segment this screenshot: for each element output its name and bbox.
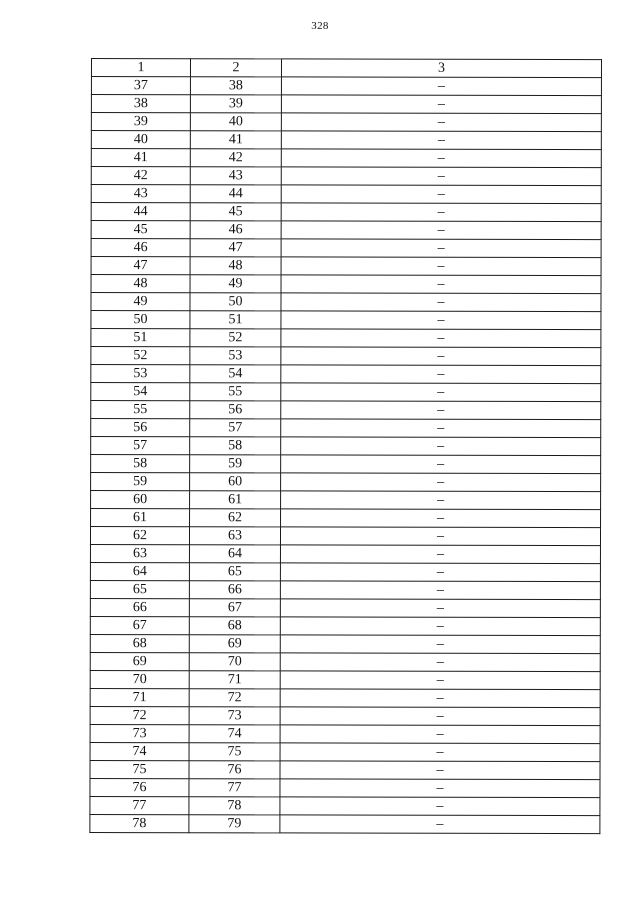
table-cell-col-2: 75 (189, 743, 280, 761)
table-cell-col-2: 74 (189, 725, 280, 743)
table-cell-col-3: – (281, 347, 601, 366)
table-cell-col-3: – (281, 113, 601, 132)
table-cell-col-1: 70 (90, 670, 189, 688)
table-cell-col-1: 58 (91, 455, 190, 473)
table-cell-col-3: – (281, 239, 601, 258)
table-row (90, 580, 600, 599)
column-header-3: 3 (281, 59, 601, 78)
table-cell-col-2: 40 (190, 113, 281, 131)
table-cell-col-1: 50 (91, 311, 190, 329)
table-cell-col-2: 38 (190, 77, 281, 95)
table-cell-col-3: – (280, 671, 600, 690)
table-cell-col-2: 49 (190, 275, 281, 293)
table-cell-col-1: 37 (91, 77, 190, 95)
table-cell-col-3: – (281, 203, 601, 222)
table-row (91, 419, 601, 438)
table-cell-col-3: – (280, 707, 600, 726)
table-cell-col-2: 53 (190, 347, 281, 365)
table-cell-col-1: 54 (91, 383, 190, 401)
table-cell-col-1: 68 (90, 634, 189, 652)
table-cell-col-1: 55 (91, 401, 190, 419)
table-row (91, 185, 601, 204)
table-cell-col-3: – (281, 167, 601, 186)
table-cell-col-2: 59 (190, 455, 281, 473)
table-cell-col-3: – (281, 185, 601, 204)
table-cell-col-3: – (281, 491, 601, 510)
table-row (90, 706, 600, 725)
page-number: 328 (311, 20, 329, 32)
table-row (90, 688, 600, 707)
table-row (91, 221, 601, 240)
table-row (91, 257, 601, 276)
table-cell-col-2: 55 (190, 383, 281, 401)
table-row (90, 724, 600, 743)
table-cell-col-1: 75 (90, 760, 189, 778)
table-cell-col-3: – (281, 329, 601, 348)
table-cell-col-1: 41 (91, 149, 190, 167)
table-cell-col-1: 44 (91, 203, 190, 221)
table-cell-col-1: 61 (91, 509, 190, 527)
header-row (91, 59, 601, 78)
table-cell-col-3: – (280, 635, 600, 654)
table-cell-col-3: – (281, 365, 601, 384)
table-row (91, 167, 601, 186)
table-cell-col-3: – (281, 95, 601, 114)
table-cell-col-1: 69 (90, 652, 189, 670)
table-cell-col-1: 63 (90, 545, 189, 563)
table-row (91, 329, 601, 348)
table-cell-col-2: 67 (189, 599, 280, 617)
table-cell-col-2: 46 (190, 221, 281, 239)
table-row (91, 365, 601, 384)
table-cell-col-3: – (280, 563, 600, 582)
table-cell-col-1: 77 (90, 796, 189, 814)
column-header-1: 1 (91, 59, 190, 77)
table-cell-col-2: 61 (190, 491, 281, 509)
table-cell-col-1: 47 (91, 257, 190, 275)
table-cell-col-1: 49 (91, 293, 190, 311)
table-row (90, 562, 600, 581)
table-cell-col-2: 58 (190, 437, 281, 455)
table-row (90, 616, 600, 635)
table-cell-col-1: 42 (91, 167, 190, 185)
table-cell-col-3: – (281, 275, 601, 294)
table-cell-col-2: 63 (189, 527, 280, 545)
table-cell-col-3: – (281, 293, 601, 312)
table-cell-col-3: – (281, 437, 601, 456)
table-cell-col-3: – (280, 779, 600, 798)
table-cell-col-1: 66 (90, 598, 189, 616)
table-cell-col-2: 69 (189, 635, 280, 653)
table-row (91, 491, 601, 510)
table-cell-col-3: – (281, 257, 601, 276)
table-cell-col-2: 77 (189, 779, 280, 797)
table-row (91, 293, 601, 312)
table-cell-col-1: 76 (90, 778, 189, 796)
table-cell-col-2: 41 (190, 131, 281, 149)
table-cell-col-3: – (281, 383, 601, 402)
table-row (91, 383, 601, 402)
table-cell-col-1: 72 (90, 706, 189, 724)
table-cell-col-3: – (280, 761, 600, 780)
table-row (91, 437, 601, 456)
table-cell-col-2: 54 (190, 365, 281, 383)
table-cell-col-2: 56 (190, 401, 281, 419)
table-cell-col-1: 51 (91, 329, 190, 347)
table-cell-col-2: 39 (190, 95, 281, 113)
table-row (91, 455, 601, 474)
table-cell-col-1: 43 (91, 185, 190, 203)
table-cell-col-2: 52 (190, 329, 281, 347)
table-cell-col-1: 73 (90, 724, 189, 742)
table-body (90, 77, 602, 834)
table-cell-col-1: 67 (90, 616, 189, 634)
table-cell-col-3: – (280, 653, 600, 672)
table-row (90, 778, 600, 797)
table-row (91, 77, 601, 96)
table-row (91, 401, 601, 420)
table-cell-col-2: 64 (189, 545, 280, 563)
table-row (91, 203, 601, 222)
table-cell-col-3: – (280, 599, 600, 618)
table-row (91, 311, 601, 330)
table-row (91, 131, 601, 150)
table-cell-col-1: 38 (91, 95, 190, 113)
table-cell-col-2: 72 (189, 689, 280, 707)
data-table (89, 58, 602, 834)
table-row (91, 509, 601, 528)
table-cell-col-1: 56 (91, 419, 190, 437)
table-cell-col-1: 74 (90, 742, 189, 760)
table-cell-col-3: – (281, 77, 601, 96)
table-cell-col-1: 78 (90, 814, 189, 832)
table-cell-col-3: – (281, 149, 601, 168)
table-header (91, 59, 601, 78)
table-row (91, 473, 601, 492)
table-cell-col-2: 50 (190, 293, 281, 311)
table-cell-col-1: 60 (91, 491, 190, 509)
table-cell-col-2: 71 (189, 671, 280, 689)
table-row (90, 742, 600, 761)
table-cell-col-2: 42 (190, 149, 281, 167)
table-cell-col-3: – (281, 455, 601, 474)
table-cell-col-3: – (280, 725, 600, 744)
table-row (90, 670, 600, 689)
table-row (90, 796, 600, 815)
table-cell-col-1: 48 (91, 275, 190, 293)
table-row (91, 95, 601, 114)
table-row (91, 113, 601, 132)
table-cell-col-1: 65 (90, 580, 189, 598)
table-cell-col-2: 68 (189, 617, 280, 635)
table-cell-col-3: – (281, 401, 601, 420)
table-cell-col-1: 53 (91, 365, 190, 383)
table-row (91, 149, 601, 168)
table-cell-col-2: 78 (189, 797, 280, 815)
table-row (90, 760, 600, 779)
table-cell-col-1: 64 (90, 562, 189, 580)
table-cell-col-2: 62 (190, 509, 281, 527)
table-cell-col-1: 57 (91, 437, 190, 455)
table-cell-col-2: 57 (190, 419, 281, 437)
table-cell-col-1: 40 (91, 131, 190, 149)
table-cell-col-2: 45 (190, 203, 281, 221)
table-cell-col-3: – (281, 131, 601, 150)
table-cell-col-1: 59 (91, 473, 190, 491)
table-cell-col-2: 60 (190, 473, 281, 491)
table-cell-col-2: 73 (189, 707, 280, 725)
table-cell-col-3: – (280, 815, 600, 834)
table-row (90, 634, 600, 653)
table-cell-col-2: 51 (190, 311, 281, 329)
table-cell-col-1: 45 (91, 221, 190, 239)
table-cell-col-3: – (280, 797, 600, 816)
table-cell-col-3: – (280, 617, 600, 636)
table-cell-col-1: 46 (91, 239, 190, 257)
column-header-2: 2 (190, 59, 281, 77)
table-cell-col-2: 70 (189, 653, 280, 671)
table-row (91, 347, 601, 366)
table-row (90, 545, 600, 564)
table-cell-col-3: – (280, 743, 600, 762)
table-row (90, 814, 600, 833)
table-cell-col-3: – (280, 527, 600, 546)
table-row (91, 275, 601, 294)
table-cell-col-3: – (280, 545, 600, 564)
table-cell-col-1: 39 (91, 113, 190, 131)
table-cell-col-3: – (281, 419, 601, 438)
table-row (90, 598, 600, 617)
table-cell-col-2: 47 (190, 239, 281, 257)
table-cell-col-1: 52 (91, 347, 190, 365)
table-cell-col-2: 44 (190, 185, 281, 203)
table-row (91, 239, 601, 258)
table-row (90, 652, 600, 671)
table-cell-col-2: 66 (189, 581, 280, 599)
table-cell-col-3: – (281, 311, 601, 330)
table-cell-col-3: – (281, 221, 601, 240)
table-cell-col-2: 43 (190, 167, 281, 185)
table-cell-col-3: – (280, 689, 600, 708)
table-row (90, 527, 600, 546)
table-cell-col-2: 79 (189, 815, 280, 833)
table-cell-col-2: 48 (190, 257, 281, 275)
table-cell-col-2: 65 (189, 563, 280, 581)
table-cell-col-1: 62 (90, 527, 189, 545)
table-cell-col-3: – (280, 581, 600, 600)
table-cell-col-2: 76 (189, 761, 280, 779)
table-cell-col-3: – (281, 473, 601, 492)
table-cell-col-3: – (281, 509, 601, 528)
table-cell-col-1: 71 (90, 688, 189, 706)
